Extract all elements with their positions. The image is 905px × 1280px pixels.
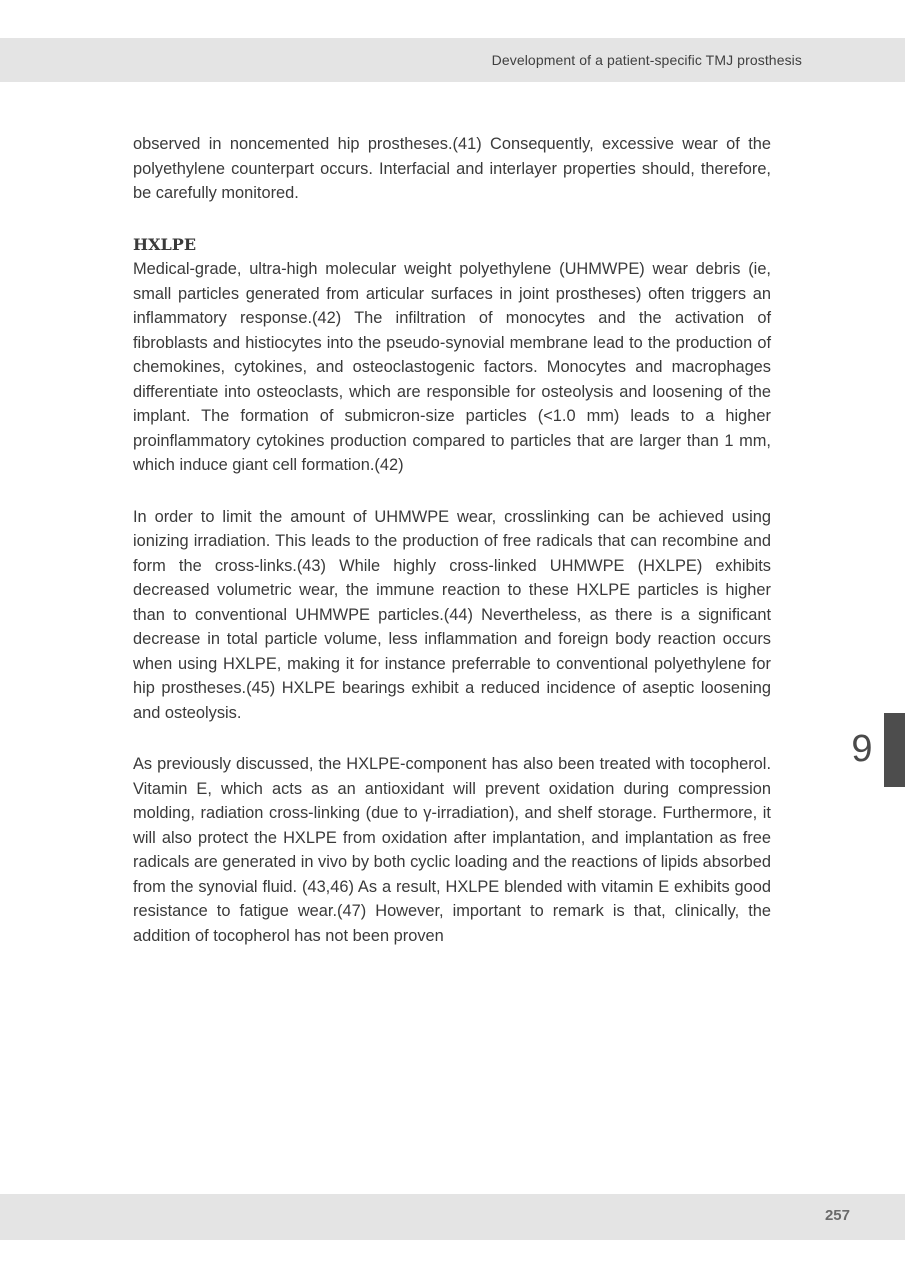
body-paragraph-1: observed in noncemented hip prostheses.(41) Consequently, excessive wear of the polyethylene counterpart occurs. Interfacial and interlayer properties should, therefore, be carefully monitored. (133, 135, 771, 202)
page-footer (0, 1194, 905, 1240)
page-body (133, 132, 771, 975)
body-paragraph-3: In order to limit the amount of UHMWPE wear, crosslinking can be achieved using ionizing irradiation. This leads to the production of free radicals that can recombine and form the cross-links.(43) While highly cross-linked UHMWPE (HXLPE) exhibits decreased volumetric wear, the immune reaction to these HXLPE particles is higher than to conventional UHMWPE particles.(44) Nevertheless, as there is a significant decrease in total particle volume, less inflammation and foreign body reaction occurs when using HXLPE, making it for instance preferrable to conventional polyethylene for hip prostheses.(45) HXLPE bearings exhibit a reduced incidence of aseptic loosening and osteolysis. (133, 507, 771, 722)
body-paragraph-2: Medical-grade, ultra-high molecular weight polyethylene (UHMWPE) wear debris (ie, small particles generated from articular surfaces in joint prostheses) often triggers an inflammatory response.(42) The infiltration of monocytes and the activation of fibroblasts and histiocytes into the pseudo-synovial membrane lead to the production of chemokines, cytokines, and osteoclastogenic factors. Monocytes and macrophages differentiate into osteoclasts, which are responsible for osteolysis and loosening of the implant. The formation of submicron-size particles (<1.0 mm) leads to a higher proinflammatory cytokines production compared to particles that are larger than 1 mm, which induce giant cell formation.(42) (133, 260, 771, 474)
chapter-number: 9 (851, 728, 873, 770)
running-title: Development of a patient-specific TMJ prosthesis (491, 52, 802, 68)
page-number: 257 (824, 1207, 850, 1224)
body-paragraph-4: As previously discussed, the HXLPE-component has also been treated with tocopherol. Vitamin E, which acts as an antioxidant will prevent oxidation during compression molding, radiation cross-linking (due to γ-irradiation), and shelf storage. Furthermore, it will also protect the HXLPE from oxidation after implantation, and implantation as free radicals are generated in vivo by both cyclic loading and the reactions of lipids absorbed from the synovial fluid. (43,46) As a result, HXLPE blended with vitamin E exhibits good resistance to fatigue wear.(47) However, important to remark is that, clinically, the addition of tocopherol has not been proven (133, 755, 771, 945)
section-heading-hxlpe: HXLPE (133, 234, 197, 254)
chapter-tab-marker (884, 713, 905, 787)
running-header (0, 38, 905, 82)
